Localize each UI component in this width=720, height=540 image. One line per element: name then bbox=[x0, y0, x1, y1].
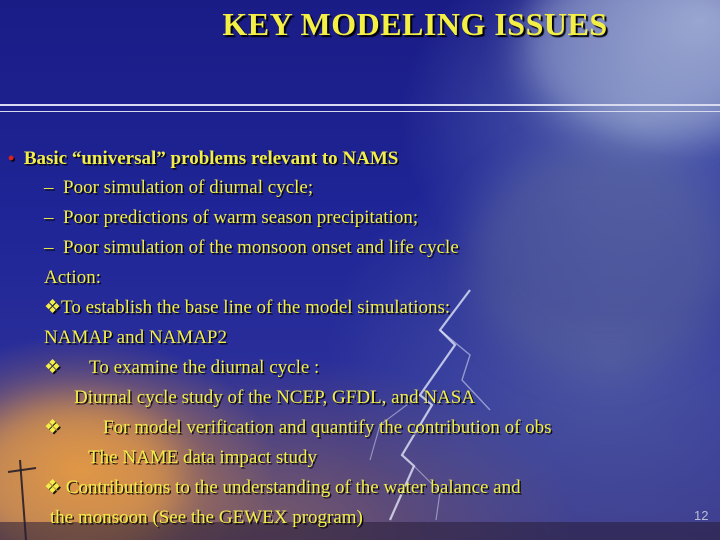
sub-item-text: Poor predictions of warm season precipitation; bbox=[63, 207, 419, 228]
diamond-bullet-icon: ❖ bbox=[44, 417, 62, 438]
slide-title: KEY MODELING ISSUES bbox=[222, 6, 608, 42]
action-item bbox=[44, 416, 552, 440]
action-item-text: the monsoon (See the GEWEX program) bbox=[50, 507, 363, 528]
dash-marker: – bbox=[44, 207, 54, 228]
sub-item-text: Poor simulation of diurnal cycle; bbox=[63, 177, 314, 198]
page-number: 12 bbox=[694, 508, 709, 523]
dash-marker: – bbox=[44, 177, 54, 198]
main-bullet bbox=[8, 146, 398, 171]
action-item-text: The NAME data impact study bbox=[88, 447, 318, 468]
sub-item bbox=[44, 176, 313, 200]
action-item-text: NAMAP and NAMAP2 bbox=[44, 327, 227, 348]
diamond-bullet-icon: ❖ bbox=[44, 297, 62, 318]
sub-item bbox=[44, 236, 459, 260]
main-bullet-text: Basic “universal” problems relevant to NAMS bbox=[23, 148, 399, 169]
sub-item-text: Poor simulation of the monsoon onset and life cycle bbox=[63, 237, 459, 258]
sub-item bbox=[44, 206, 418, 230]
bullet-marker: • bbox=[8, 148, 15, 168]
title-rule-bottom bbox=[0, 111, 720, 112]
action-item-text: Diurnal cycle study of the NCEP, GFDL, and NASA bbox=[74, 387, 476, 408]
action-item-text: For model verification and quantify the contribution of obs bbox=[103, 417, 552, 438]
title-rule-top bbox=[0, 104, 720, 106]
action-item bbox=[44, 356, 319, 380]
action-item-text: To examine the diurnal cycle : bbox=[89, 357, 320, 378]
action-item bbox=[44, 296, 450, 320]
dash-marker: – bbox=[44, 237, 54, 258]
diamond-bullet-icon: ❖ bbox=[44, 357, 62, 378]
action-item-text: Contributions to the understanding of the water balance and bbox=[65, 477, 521, 498]
action-label: Action: bbox=[44, 267, 101, 288]
diamond-bullet-icon: ❖ bbox=[44, 477, 62, 498]
action-item bbox=[44, 476, 521, 500]
action-item-text: To establish the base line of the model simulations: bbox=[61, 297, 451, 318]
